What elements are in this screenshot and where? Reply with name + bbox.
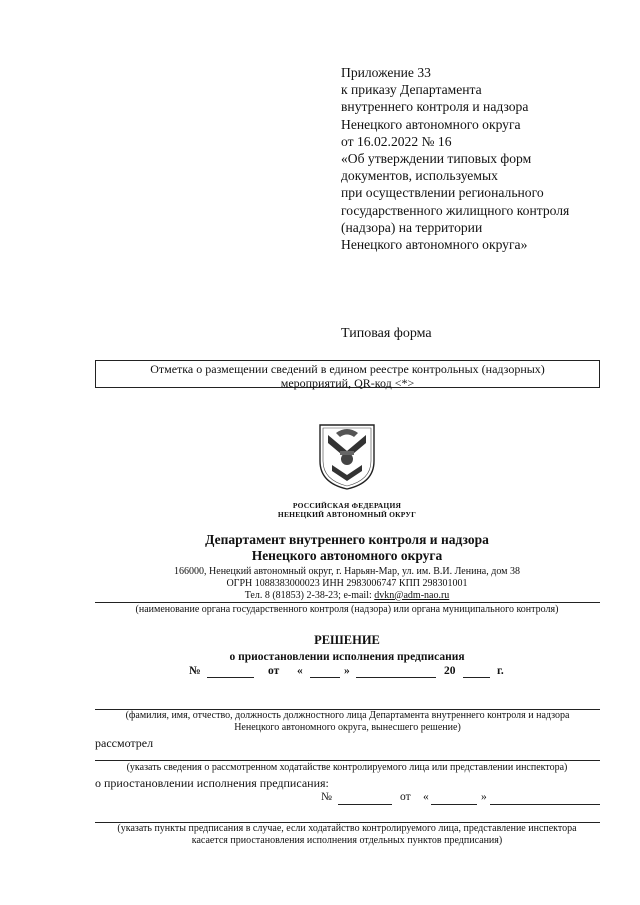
header-line: (надзора) на территории	[341, 219, 483, 235]
decision-from-label: от	[268, 665, 280, 677]
points-caption	[60, 823, 634, 847]
org-country-region	[200, 501, 494, 519]
decision-number-field[interactable]	[207, 677, 254, 678]
header-line: при осуществлении регионального	[341, 185, 544, 201]
appendix-header	[341, 64, 631, 253]
header-line: Приложение 33	[341, 65, 431, 80]
department-phone-line	[120, 590, 574, 602]
region-name: НЕНЕЦКИЙ АВТОНОМНЫЙ ОКРУГ	[277, 510, 417, 519]
department-address: 166000, Ненецкий автономный округ, г. Нарьян-Мар, ул. им. В.И. Ленина, дом 38	[174, 566, 520, 577]
official-caption	[90, 710, 605, 734]
prescription-quote-open: «	[423, 791, 429, 803]
decision-quote-close: »	[344, 665, 350, 677]
decision-title: РЕШЕНИЕ	[314, 633, 380, 647]
points-caption-line: (указать пункты предписания в случае, если ходатайство контролируемого лица, представление инспектора	[117, 823, 577, 834]
department-email-link[interactable]: dvkn@adm-nao.ru	[374, 589, 450, 601]
header-line: внутреннего контроля и надзора	[341, 99, 529, 115]
registry-box-line: мероприятий, QR-код <*>	[280, 376, 415, 390]
header-line: к приказу Департамента	[341, 82, 482, 98]
registry-box	[95, 360, 600, 388]
petition-caption: (указать сведения о рассмотренном ходатайстве контролируемого лица или представлении инспектора)	[126, 762, 568, 773]
prescription-date-field[interactable]	[490, 804, 600, 805]
header-line: государственного жилищного контроля	[341, 202, 570, 218]
coat-of-arms-icon	[316, 421, 378, 491]
header-line: Ненецкого автономного округа»	[341, 237, 528, 253]
about-prescription-label: о приостановлении исполнения предписания:	[95, 776, 329, 790]
department-name	[150, 532, 544, 564]
prescription-number-field[interactable]	[338, 804, 392, 805]
department-name-line: Ненецкого автономного округа	[251, 548, 443, 563]
petition-field[interactable]	[95, 760, 600, 761]
header-line: «Об утверждении типовых форм	[341, 151, 532, 167]
header-line: Ненецкого автономного округа	[341, 116, 521, 132]
official-caption-line: Ненецкого автономного округа, вынесшего решение)	[234, 722, 461, 733]
official-caption-line: (фамилия, имя, отчество, должность должностного лица Департамента внутреннего контроля и надзора	[125, 710, 570, 721]
header-line: документов, используемых	[341, 168, 498, 184]
country-name: РОССИЙСКАЯ ФЕДЕРАЦИЯ	[292, 501, 402, 510]
considered-label: рассмотрел	[95, 736, 154, 750]
form-type-label: Типовая форма	[341, 326, 432, 341]
points-caption-line: касается приостановления исполнения отдельных пунктов предписания)	[191, 835, 503, 846]
prescription-day-field[interactable]	[431, 804, 477, 805]
org-divider	[95, 602, 600, 603]
registry-box-line: Отметка о размещении сведений в едином реестре контрольных (надзорных)	[150, 362, 545, 376]
decision-quote-open: «	[297, 665, 303, 677]
decision-year-prefix: 20	[444, 665, 456, 677]
department-name-line: Департамент внутреннего контроля и надзора	[205, 532, 489, 547]
decision-year-field[interactable]	[463, 677, 490, 678]
department-contacts	[120, 566, 574, 601]
decision-month-field[interactable]	[356, 677, 436, 678]
department-ids: ОГРН 1088383000023 ИНН 2983006747 КПП 298301001	[226, 577, 468, 589]
decision-subtitle: о приостановлении исполнения предписания	[229, 651, 465, 663]
prescription-number-label: №	[321, 791, 332, 803]
header-line: от 16.02.2022 № 16	[341, 133, 452, 149]
prescription-from-label: от	[400, 791, 411, 803]
org-caption: (наименование органа государственного контроля (надзора) или органа муниципального контроля)	[135, 604, 559, 615]
decision-day-field[interactable]	[310, 677, 340, 678]
prescription-quote-close: »	[481, 791, 487, 803]
decision-year-suffix: г.	[497, 665, 504, 677]
department-phone: Тел. 8 (81853) 2-38-23; e-mail:	[244, 589, 375, 601]
decision-number-label: №	[189, 665, 201, 677]
